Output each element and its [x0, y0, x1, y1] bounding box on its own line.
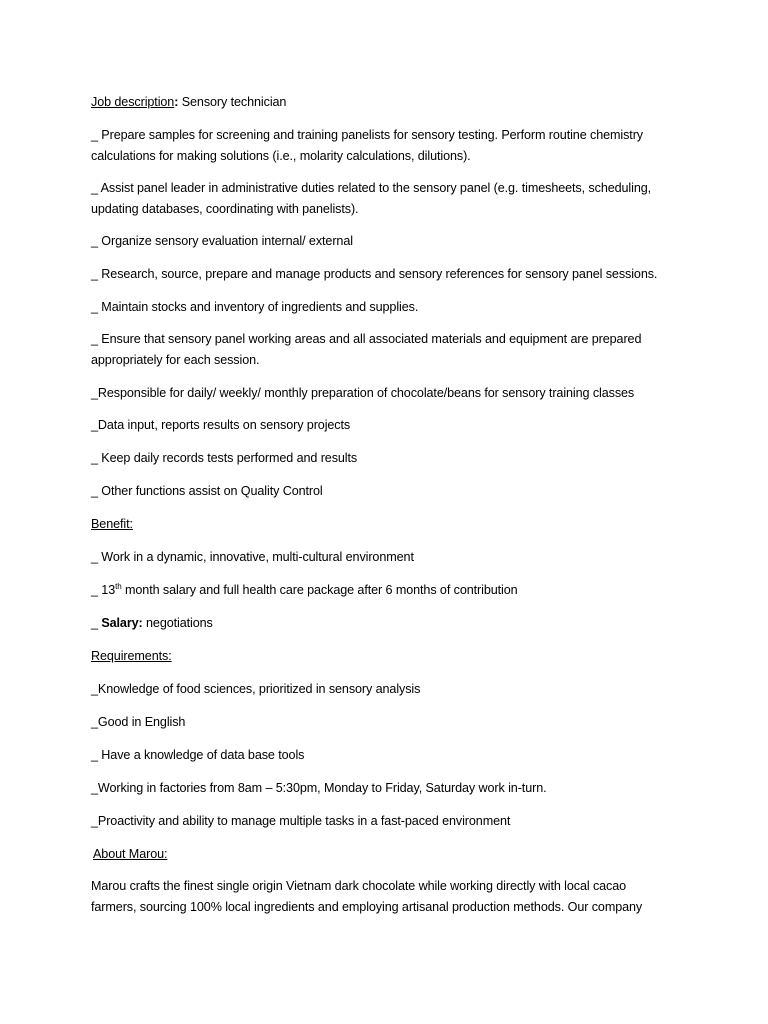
duty-line: _ Organize sensory evaluation internal/ external: [91, 234, 353, 248]
benefit-item-suffix: month salary and full health care package after 6 months of contribution: [121, 583, 518, 597]
benefit-item: [91, 613, 691, 634]
job-title: Sensory technician: [178, 95, 287, 109]
duty-line: _Data input, reports results on sensory projects: [91, 418, 351, 432]
requirement-item: _Proactivity and ability to manage multiple tasks in a fast-paced environment: [91, 814, 511, 828]
requirement-item: _Good in English: [91, 715, 186, 729]
job-heading-label: Job description: [91, 95, 175, 109]
benefit-item: _ Work in a dynamic, innovative, multi-cultural environment: [91, 550, 414, 564]
benefit-item-prefix: _ 13: [91, 583, 116, 597]
benefit-heading: Benefit:: [91, 517, 133, 531]
job-heading: [91, 92, 691, 113]
duty-line: _ Keep daily records tests performed and results: [91, 451, 358, 465]
duty-line: _ Prepare samples for screening and training panelists for sensory testing. Perform routine chemistry: [91, 128, 643, 142]
benefit-item: [91, 580, 691, 601]
about-text-line: Marou crafts the finest single origin Vietnam dark chocolate while working directly with local cacao: [91, 879, 627, 893]
salary-value: negotiations: [142, 616, 213, 630]
salary-label: Salary:: [101, 616, 143, 630]
duty-line: calculations for making solutions (i.e., molarity calculations, dilutions).: [91, 149, 471, 163]
requirement-item: _Knowledge of food sciences, prioritized in sensory analysis: [91, 682, 421, 696]
job-heading-colon: :: [174, 95, 179, 109]
duty-line: _ Research, source, prepare and manage products and sensory references for sensory panel sessions.: [91, 267, 658, 281]
duty-line: _ Other functions assist on Quality Control: [91, 484, 323, 498]
duty-line: _ Assist panel leader in administrative duties related to the sensory panel (e.g. timesheets, scheduling,: [91, 181, 652, 195]
requirement-item: _Working in factories from 8am – 5:30pm, Monday to Friday, Saturday work in-turn.: [91, 781, 547, 795]
about-heading: About Marou:: [93, 847, 168, 861]
requirements-heading: Requirements:: [91, 649, 172, 663]
about-text-line: farmers, sourcing 100% local ingredients and employing artisanal production methods. Our company: [91, 900, 643, 914]
benefit-item-prefix: _: [91, 616, 102, 630]
benefit-item-superscript: th: [115, 581, 122, 591]
requirement-item: _ Have a knowledge of data base tools: [91, 748, 305, 762]
duty-line: _Responsible for daily/ weekly/ monthly preparation of chocolate/beans for sensory training classes: [91, 386, 635, 400]
duty-line: _ Ensure that sensory panel working areas and all associated materials and equipment are prepared: [91, 332, 642, 346]
duty-line: _ Maintain stocks and inventory of ingredients and supplies.: [91, 300, 419, 314]
duty-line: updating databases, coordinating with panelists).: [91, 202, 359, 216]
duty-line: appropriately for each session.: [91, 353, 260, 367]
